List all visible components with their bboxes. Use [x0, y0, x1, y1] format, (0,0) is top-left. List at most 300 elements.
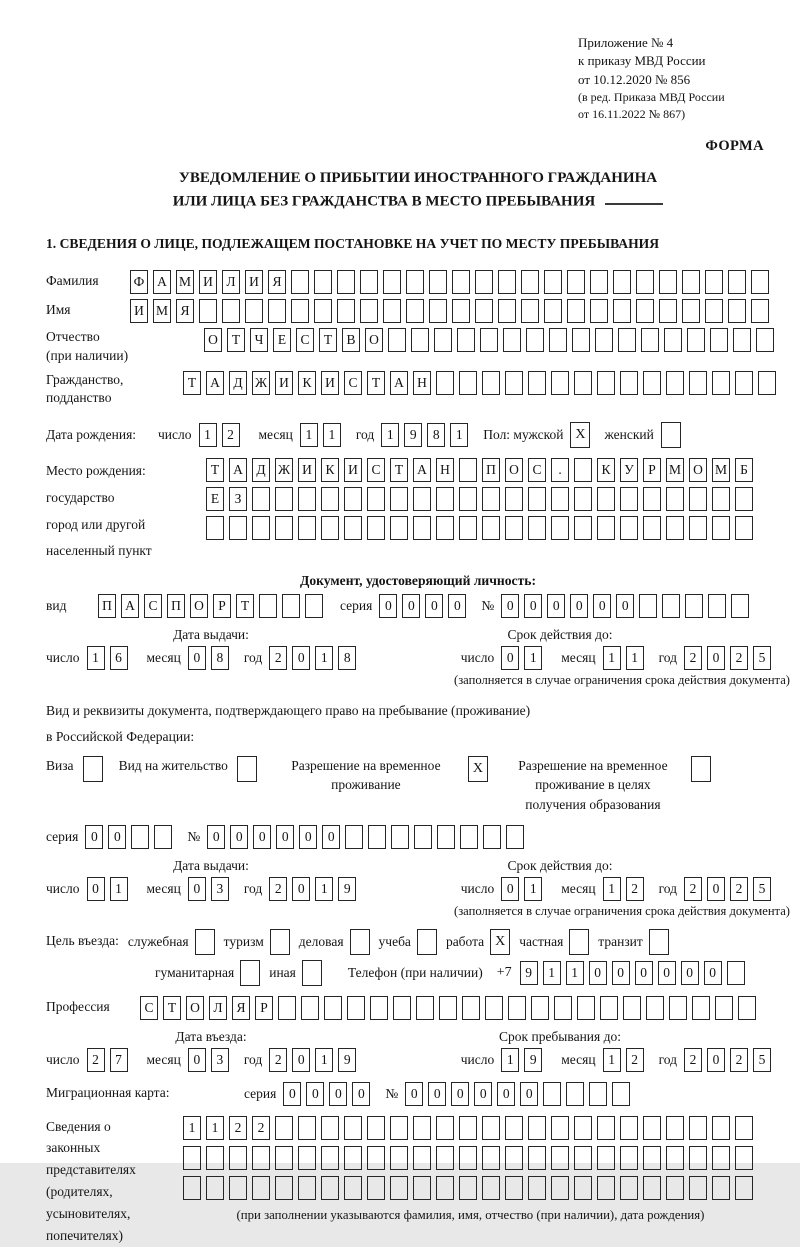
char-box[interactable]: [735, 1176, 753, 1200]
char-box[interactable]: [666, 1116, 684, 1140]
char-box[interactable]: [574, 1116, 592, 1140]
char-box[interactable]: 0: [292, 1048, 310, 1072]
migration-series-boxes[interactable]: [283, 1082, 375, 1106]
char-box[interactable]: 1: [566, 961, 584, 985]
char-box[interactable]: [439, 996, 457, 1020]
char-box[interactable]: 0: [276, 825, 294, 849]
char-box[interactable]: А: [229, 458, 247, 482]
char-box[interactable]: [731, 594, 749, 618]
char-box[interactable]: [411, 328, 429, 352]
char-box[interactable]: С: [528, 458, 546, 482]
char-box[interactable]: [429, 270, 447, 294]
char-box[interactable]: [646, 996, 664, 1020]
char-box[interactable]: 1: [315, 877, 333, 901]
char-box[interactable]: [252, 487, 270, 511]
char-box[interactable]: И: [130, 299, 148, 323]
char-box[interactable]: О: [689, 458, 707, 482]
char-box[interactable]: 0: [230, 825, 248, 849]
char-box[interactable]: С: [344, 371, 362, 395]
char-box[interactable]: Д: [252, 458, 270, 482]
char-box[interactable]: [531, 996, 549, 1020]
char-box[interactable]: [735, 516, 753, 540]
birth-place-boxes-row1[interactable]: [206, 458, 758, 482]
char-box[interactable]: [367, 487, 385, 511]
char-box[interactable]: 0: [329, 1082, 347, 1106]
char-box[interactable]: А: [121, 594, 139, 618]
char-box[interactable]: [595, 328, 613, 352]
char-box[interactable]: [245, 299, 263, 323]
char-box[interactable]: [636, 270, 654, 294]
entry-day-boxes[interactable]: [87, 1048, 133, 1072]
char-box[interactable]: [549, 328, 567, 352]
char-box[interactable]: О: [190, 594, 208, 618]
char-box[interactable]: [298, 1176, 316, 1200]
char-box[interactable]: З: [229, 487, 247, 511]
char-box[interactable]: [687, 328, 705, 352]
char-box[interactable]: [436, 516, 454, 540]
char-box[interactable]: [551, 1146, 569, 1170]
char-box[interactable]: [393, 996, 411, 1020]
residence-issue-month-boxes[interactable]: [188, 877, 234, 901]
char-box[interactable]: [413, 1176, 431, 1200]
char-box[interactable]: [597, 1146, 615, 1170]
char-box[interactable]: Я: [232, 996, 250, 1020]
char-box[interactable]: М: [666, 458, 684, 482]
char-box[interactable]: [383, 299, 401, 323]
char-box[interactable]: 2: [626, 877, 644, 901]
char-box[interactable]: Т: [319, 328, 337, 352]
char-box[interactable]: [390, 516, 408, 540]
char-box[interactable]: [544, 299, 562, 323]
char-box[interactable]: М: [712, 458, 730, 482]
char-box[interactable]: [521, 270, 539, 294]
char-box[interactable]: 0: [524, 594, 542, 618]
char-box[interactable]: [574, 458, 592, 482]
char-box[interactable]: [659, 299, 677, 323]
temporary-residence-checkbox[interactable]: X: [468, 756, 488, 782]
char-box[interactable]: [475, 299, 493, 323]
char-box[interactable]: 1: [381, 423, 399, 447]
char-box[interactable]: [662, 594, 680, 618]
char-box[interactable]: [275, 487, 293, 511]
char-box[interactable]: 6: [110, 646, 128, 670]
char-box[interactable]: [551, 487, 569, 511]
char-box[interactable]: [206, 516, 224, 540]
char-box[interactable]: [390, 1146, 408, 1170]
char-box[interactable]: [620, 371, 638, 395]
residence-series-boxes[interactable]: [85, 825, 177, 849]
residence-valid-month-boxes[interactable]: [603, 877, 649, 901]
char-box[interactable]: 2: [269, 1048, 287, 1072]
char-box[interactable]: И: [199, 270, 217, 294]
char-box[interactable]: [758, 371, 776, 395]
char-box[interactable]: [482, 1116, 500, 1140]
char-box[interactable]: [413, 516, 431, 540]
official-checkbox[interactable]: [195, 929, 215, 955]
char-box[interactable]: [505, 1176, 523, 1200]
char-box[interactable]: [368, 825, 386, 849]
phone-boxes[interactable]: [520, 961, 750, 985]
char-box[interactable]: 1: [524, 877, 542, 901]
visa-checkbox[interactable]: [83, 756, 103, 782]
char-box[interactable]: 0: [593, 594, 611, 618]
char-box[interactable]: П: [167, 594, 185, 618]
doc-series-boxes[interactable]: [379, 594, 471, 618]
char-box[interactable]: [321, 487, 339, 511]
char-box[interactable]: [183, 1176, 201, 1200]
business-checkbox[interactable]: [350, 929, 370, 955]
char-box[interactable]: 0: [306, 1082, 324, 1106]
char-box[interactable]: [459, 371, 477, 395]
char-box[interactable]: 0: [283, 1082, 301, 1106]
char-box[interactable]: О: [365, 328, 383, 352]
other-checkbox[interactable]: [302, 960, 322, 986]
char-box[interactable]: [636, 299, 654, 323]
char-box[interactable]: 0: [379, 594, 397, 618]
char-box[interactable]: [666, 371, 684, 395]
char-box[interactable]: Т: [367, 371, 385, 395]
char-box[interactable]: [508, 996, 526, 1020]
char-box[interactable]: [574, 1176, 592, 1200]
char-box[interactable]: [689, 487, 707, 511]
char-box[interactable]: [751, 270, 769, 294]
char-box[interactable]: [526, 328, 544, 352]
char-box[interactable]: [738, 996, 756, 1020]
birth-month-boxes[interactable]: [300, 423, 346, 447]
char-box[interactable]: [689, 516, 707, 540]
char-box[interactable]: 0: [635, 961, 653, 985]
char-box[interactable]: [728, 299, 746, 323]
char-box[interactable]: 0: [292, 646, 310, 670]
char-box[interactable]: 0: [616, 594, 634, 618]
char-box[interactable]: [705, 299, 723, 323]
char-box[interactable]: А: [206, 371, 224, 395]
char-box[interactable]: [735, 487, 753, 511]
private-checkbox[interactable]: [569, 929, 589, 955]
char-box[interactable]: [689, 371, 707, 395]
char-box[interactable]: [462, 996, 480, 1020]
char-box[interactable]: И: [245, 270, 263, 294]
char-box[interactable]: Е: [206, 487, 224, 511]
char-box[interactable]: [459, 1176, 477, 1200]
char-box[interactable]: 1: [199, 423, 217, 447]
char-box[interactable]: [485, 996, 503, 1020]
char-box[interactable]: [324, 996, 342, 1020]
char-box[interactable]: [735, 1116, 753, 1140]
char-box[interactable]: [131, 825, 149, 849]
char-box[interactable]: Б: [735, 458, 753, 482]
char-box[interactable]: 0: [501, 877, 519, 901]
char-box[interactable]: [685, 594, 703, 618]
char-box[interactable]: 1: [603, 1048, 621, 1072]
char-box[interactable]: 0: [292, 877, 310, 901]
char-box[interactable]: [715, 996, 733, 1020]
char-box[interactable]: [554, 996, 572, 1020]
char-box[interactable]: М: [153, 299, 171, 323]
char-box[interactable]: [643, 1176, 661, 1200]
residence-issue-year-boxes[interactable]: [269, 877, 361, 901]
char-box[interactable]: [574, 371, 592, 395]
char-box[interactable]: [682, 299, 700, 323]
char-box[interactable]: П: [482, 458, 500, 482]
char-box[interactable]: [383, 270, 401, 294]
char-box[interactable]: М: [176, 270, 194, 294]
char-box[interactable]: О: [505, 458, 523, 482]
char-box[interactable]: [406, 270, 424, 294]
char-box[interactable]: С: [367, 458, 385, 482]
char-box[interactable]: [229, 516, 247, 540]
char-box[interactable]: [482, 1146, 500, 1170]
char-box[interactable]: 0: [589, 961, 607, 985]
char-box[interactable]: [344, 516, 362, 540]
char-box[interactable]: 2: [252, 1116, 270, 1140]
char-box[interactable]: [436, 1116, 454, 1140]
char-box[interactable]: [620, 1116, 638, 1140]
char-box[interactable]: [347, 996, 365, 1020]
char-box[interactable]: 1: [323, 423, 341, 447]
char-box[interactable]: [459, 1146, 477, 1170]
char-box[interactable]: Р: [255, 996, 273, 1020]
char-box[interactable]: К: [597, 458, 615, 482]
char-box[interactable]: [391, 825, 409, 849]
birth-day-boxes[interactable]: [199, 423, 245, 447]
char-box[interactable]: [641, 328, 659, 352]
char-box[interactable]: [345, 825, 363, 849]
char-box[interactable]: [314, 270, 332, 294]
char-box[interactable]: С: [144, 594, 162, 618]
char-box[interactable]: [275, 1176, 293, 1200]
char-box[interactable]: [434, 328, 452, 352]
issue-year-boxes[interactable]: [269, 646, 361, 670]
char-box[interactable]: 1: [110, 877, 128, 901]
char-box[interactable]: [390, 1176, 408, 1200]
char-box[interactable]: Т: [236, 594, 254, 618]
representatives-boxes-row2[interactable]: [183, 1146, 758, 1170]
char-box[interactable]: 0: [322, 825, 340, 849]
char-box[interactable]: [505, 516, 523, 540]
char-box[interactable]: [229, 1176, 247, 1200]
char-box[interactable]: [344, 1176, 362, 1200]
char-box[interactable]: [252, 516, 270, 540]
char-box[interactable]: Я: [176, 299, 194, 323]
char-box[interactable]: [751, 299, 769, 323]
char-box[interactable]: [669, 996, 687, 1020]
char-box[interactable]: [682, 270, 700, 294]
char-box[interactable]: [482, 371, 500, 395]
char-box[interactable]: 2: [269, 646, 287, 670]
char-box[interactable]: [543, 1082, 561, 1106]
char-box[interactable]: [618, 328, 636, 352]
char-box[interactable]: [480, 328, 498, 352]
char-box[interactable]: Т: [163, 996, 181, 1020]
char-box[interactable]: [551, 371, 569, 395]
char-box[interactable]: [756, 328, 774, 352]
humanitarian-checkbox[interactable]: [240, 960, 260, 986]
char-box[interactable]: [337, 299, 355, 323]
char-box[interactable]: [321, 1116, 339, 1140]
char-box[interactable]: И: [344, 458, 362, 482]
char-box[interactable]: [413, 487, 431, 511]
char-box[interactable]: [390, 1116, 408, 1140]
char-box[interactable]: [712, 1146, 730, 1170]
char-box[interactable]: У: [620, 458, 638, 482]
char-box[interactable]: [413, 1146, 431, 1170]
valid-day-boxes[interactable]: [501, 646, 547, 670]
char-box[interactable]: [436, 487, 454, 511]
char-box[interactable]: [620, 516, 638, 540]
char-box[interactable]: 2: [229, 1116, 247, 1140]
char-box[interactable]: 8: [427, 423, 445, 447]
char-box[interactable]: О: [186, 996, 204, 1020]
study-checkbox[interactable]: [417, 929, 437, 955]
char-box[interactable]: 2: [684, 877, 702, 901]
char-box[interactable]: [712, 516, 730, 540]
char-box[interactable]: [460, 825, 478, 849]
issue-month-boxes[interactable]: [188, 646, 234, 670]
char-box[interactable]: [712, 1176, 730, 1200]
char-box[interactable]: 0: [497, 1082, 515, 1106]
char-box[interactable]: [367, 516, 385, 540]
char-box[interactable]: 7: [110, 1048, 128, 1072]
surname-boxes[interactable]: [130, 270, 774, 294]
char-box[interactable]: 2: [730, 1048, 748, 1072]
char-box[interactable]: [712, 487, 730, 511]
char-box[interactable]: [597, 487, 615, 511]
char-box[interactable]: [344, 1116, 362, 1140]
char-box[interactable]: 0: [681, 961, 699, 985]
char-box[interactable]: 0: [405, 1082, 423, 1106]
char-box[interactable]: 2: [87, 1048, 105, 1072]
char-box[interactable]: [666, 487, 684, 511]
char-box[interactable]: [414, 825, 432, 849]
char-box[interactable]: [390, 487, 408, 511]
migration-number-boxes[interactable]: [405, 1082, 635, 1106]
char-box[interactable]: 0: [207, 825, 225, 849]
stay-day-boxes[interactable]: [501, 1048, 547, 1072]
char-box[interactable]: [337, 270, 355, 294]
char-box[interactable]: [298, 516, 316, 540]
char-box[interactable]: [567, 270, 585, 294]
char-box[interactable]: [590, 270, 608, 294]
char-box[interactable]: [413, 1116, 431, 1140]
char-box[interactable]: [482, 516, 500, 540]
char-box[interactable]: [528, 516, 546, 540]
char-box[interactable]: [666, 516, 684, 540]
char-box[interactable]: [528, 1146, 546, 1170]
char-box[interactable]: 0: [188, 646, 206, 670]
patronymic-boxes[interactable]: [204, 328, 779, 352]
char-box[interactable]: [666, 1176, 684, 1200]
char-box[interactable]: [344, 1146, 362, 1170]
char-box[interactable]: 2: [684, 646, 702, 670]
doc-number-boxes[interactable]: [501, 594, 754, 618]
char-box[interactable]: [710, 328, 728, 352]
char-box[interactable]: [589, 1082, 607, 1106]
char-box[interactable]: [666, 1146, 684, 1170]
char-box[interactable]: 5: [753, 646, 771, 670]
char-box[interactable]: [659, 270, 677, 294]
char-box[interactable]: [475, 270, 493, 294]
char-box[interactable]: [275, 1116, 293, 1140]
char-box[interactable]: П: [98, 594, 116, 618]
char-box[interactable]: [600, 996, 618, 1020]
char-box[interactable]: [551, 1176, 569, 1200]
char-box[interactable]: [613, 270, 631, 294]
char-box[interactable]: [268, 299, 286, 323]
char-box[interactable]: 0: [707, 646, 725, 670]
char-box[interactable]: [623, 996, 641, 1020]
char-box[interactable]: [321, 516, 339, 540]
char-box[interactable]: [506, 825, 524, 849]
char-box[interactable]: Ф: [130, 270, 148, 294]
char-box[interactable]: 1: [315, 1048, 333, 1072]
stay-month-boxes[interactable]: [603, 1048, 649, 1072]
char-box[interactable]: 1: [543, 961, 561, 985]
char-box[interactable]: [689, 1176, 707, 1200]
char-box[interactable]: [229, 1146, 247, 1170]
char-box[interactable]: [664, 328, 682, 352]
char-box[interactable]: [544, 270, 562, 294]
char-box[interactable]: [692, 996, 710, 1020]
char-box[interactable]: Р: [213, 594, 231, 618]
char-box[interactable]: [728, 270, 746, 294]
birth-place-boxes-row3[interactable]: [206, 516, 758, 540]
char-box[interactable]: Н: [436, 458, 454, 482]
char-box[interactable]: [436, 1176, 454, 1200]
char-box[interactable]: 9: [404, 423, 422, 447]
char-box[interactable]: С: [296, 328, 314, 352]
char-box[interactable]: [572, 328, 590, 352]
char-box[interactable]: Т: [227, 328, 245, 352]
char-box[interactable]: 1: [450, 423, 468, 447]
char-box[interactable]: [483, 825, 501, 849]
char-box[interactable]: 3: [211, 877, 229, 901]
char-box[interactable]: [643, 1146, 661, 1170]
char-box[interactable]: Ч: [250, 328, 268, 352]
char-box[interactable]: [367, 1176, 385, 1200]
char-box[interactable]: [429, 299, 447, 323]
char-box[interactable]: [735, 1146, 753, 1170]
char-box[interactable]: [482, 487, 500, 511]
valid-month-boxes[interactable]: [603, 646, 649, 670]
char-box[interactable]: 1: [183, 1116, 201, 1140]
char-box[interactable]: [367, 1146, 385, 1170]
char-box[interactable]: С: [140, 996, 158, 1020]
char-box[interactable]: 9: [520, 961, 538, 985]
char-box[interactable]: 0: [402, 594, 420, 618]
char-box[interactable]: 2: [269, 877, 287, 901]
char-box[interactable]: [733, 328, 751, 352]
char-box[interactable]: [577, 996, 595, 1020]
char-box[interactable]: [298, 487, 316, 511]
char-box[interactable]: 0: [188, 877, 206, 901]
birth-year-boxes[interactable]: [381, 423, 473, 447]
char-box[interactable]: [344, 487, 362, 511]
char-box[interactable]: [282, 594, 300, 618]
char-box[interactable]: 0: [428, 1082, 446, 1106]
char-box[interactable]: 2: [626, 1048, 644, 1072]
stay-year-boxes[interactable]: [684, 1048, 776, 1072]
char-box[interactable]: 1: [603, 877, 621, 901]
birth-place-boxes-row2[interactable]: [206, 487, 758, 511]
char-box[interactable]: [689, 1116, 707, 1140]
char-box[interactable]: [314, 299, 332, 323]
char-box[interactable]: [597, 1176, 615, 1200]
char-box[interactable]: Р: [643, 458, 661, 482]
char-box[interactable]: [566, 1082, 584, 1106]
char-box[interactable]: О: [204, 328, 222, 352]
char-box[interactable]: 0: [451, 1082, 469, 1106]
